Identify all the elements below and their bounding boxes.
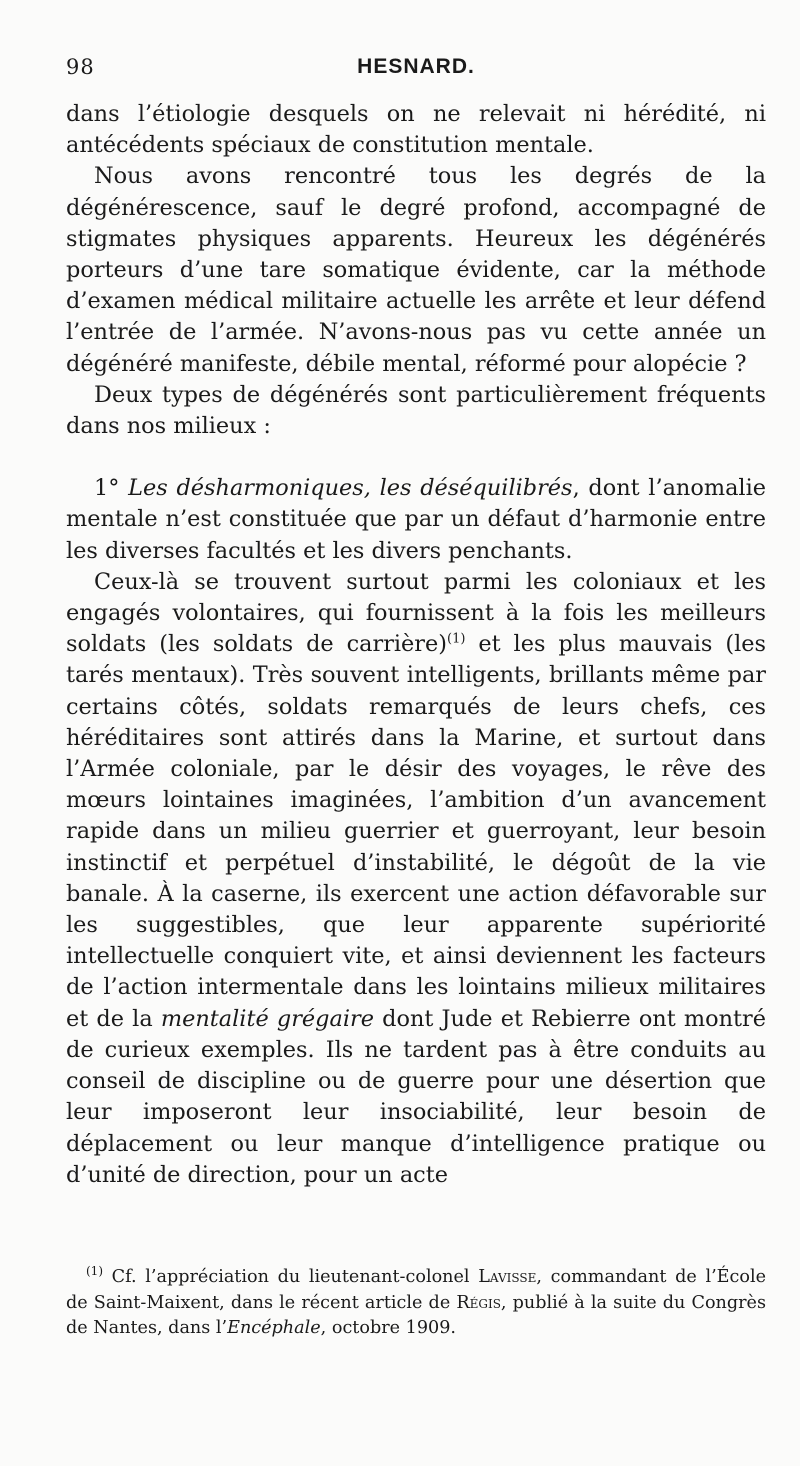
paragraph-two-types: Deux types de dégénérés sont particulièrement fréquents dans nos milieux : [66, 381, 766, 440]
paragraph-coloniaux-part-b: et les plus mauvais (les tarés mentaux). Très souvent intelligents, brillants même par certains côtés, soldats remarqués de leurs chefs, ces héréditaires sont attirés dans la Marine, et surtout dans l’Armée coloniale, par le désir des voyages, le rêve des mœurs lointaines imaginées, l’ambition d’un avancement rapide dans un milieu guerrier et guerroyant, leur besoin instinctif et perpétuel d’instabilité, le dégoût de la vie banale. À la caserne, ils exercent une action défavorable sur les suggestibles, que leur apparente supériorité intellectuelle conquiert vite, et ainsi deviennent les facteurs de l’action intermentale dans les lointains milieux militaires et de la [66, 631, 766, 1032]
footnote-name-lavisse: Lavisse [478, 1267, 537, 1287]
paragraph-coloniaux-part-c: dont Jude et Rebierre ont montré de curieux exemples. Ils ne tardent pas à être conduits au conseil de discipline ou de guerre pour une désertion que leur imposeront leur insociabilité, leur besoin de déplacement ou leur manque d’intelligence pratique ou d’unité de direction, pour un acte [66, 1005, 766, 1188]
footnote-reference: (1) [447, 631, 466, 647]
paragraph-degrees: Nous avons rencontré tous les degrés de la dégénérescence, sauf le degré profond, accompagné de stigmates physiques apparents. Heureux les dégénérés porteurs d’une tare somatique évidente, car la méthode d’examen médical militaire actuelle les arrête et leur défend l’entrée de l’armée. N’avons-nous pas vu cette année un dégénéré manifeste, débile mental, réformé pour alopécie ? [66, 163, 766, 377]
paragraph-continuation: dans l’étiologie desquels on ne relevait ni hérédité, ni antécédents spéciaux de constitution mentale. [66, 101, 766, 159]
footnote-part-d: , octobre 1909. [320, 1318, 457, 1339]
paragraph-item-1 [66, 473, 766, 567]
item-text: , dont l’anomalie mentale n’est constituée que par un défaut d’harmonie entre les diverses facultés et les divers penchants. [66, 475, 766, 564]
footnote-marker: (1) [86, 1264, 103, 1279]
footnote-journal: Encéphale [227, 1318, 321, 1339]
footnote-part-a: Cf. l’appréciation du lieutenant-colonel [103, 1267, 479, 1287]
paragraph-coloniaux-italic: mentalité grégaire [160, 1005, 374, 1032]
footnote-name-regis: Régis [456, 1292, 501, 1313]
paragraph-coloniaux [66, 567, 766, 1191]
footnote-part-b: , commandant de l’École de Saint-Maixent, dans le récent article de [66, 1267, 766, 1313]
page-number: 98 [66, 55, 95, 79]
footnote [66, 1265, 766, 1342]
page-header [66, 55, 766, 89]
footnote-text [66, 1265, 766, 1342]
running-head: HESNARD. [357, 55, 475, 78]
paragraph-coloniaux-part-a: Ceux-là se trouvent surtout parmi les coloniaux et les engagés volontaires, qui fournissent à la fois les meilleurs soldats (les soldats de carrière) [66, 568, 766, 658]
item-title: Les désharmoniques, les déséquilibrés [128, 475, 573, 502]
footnote-part-c: , publié à la suite du Congrès de Nantes, dans l’ [66, 1292, 766, 1339]
item-number: 1° [94, 475, 120, 502]
main-text [66, 99, 766, 1191]
